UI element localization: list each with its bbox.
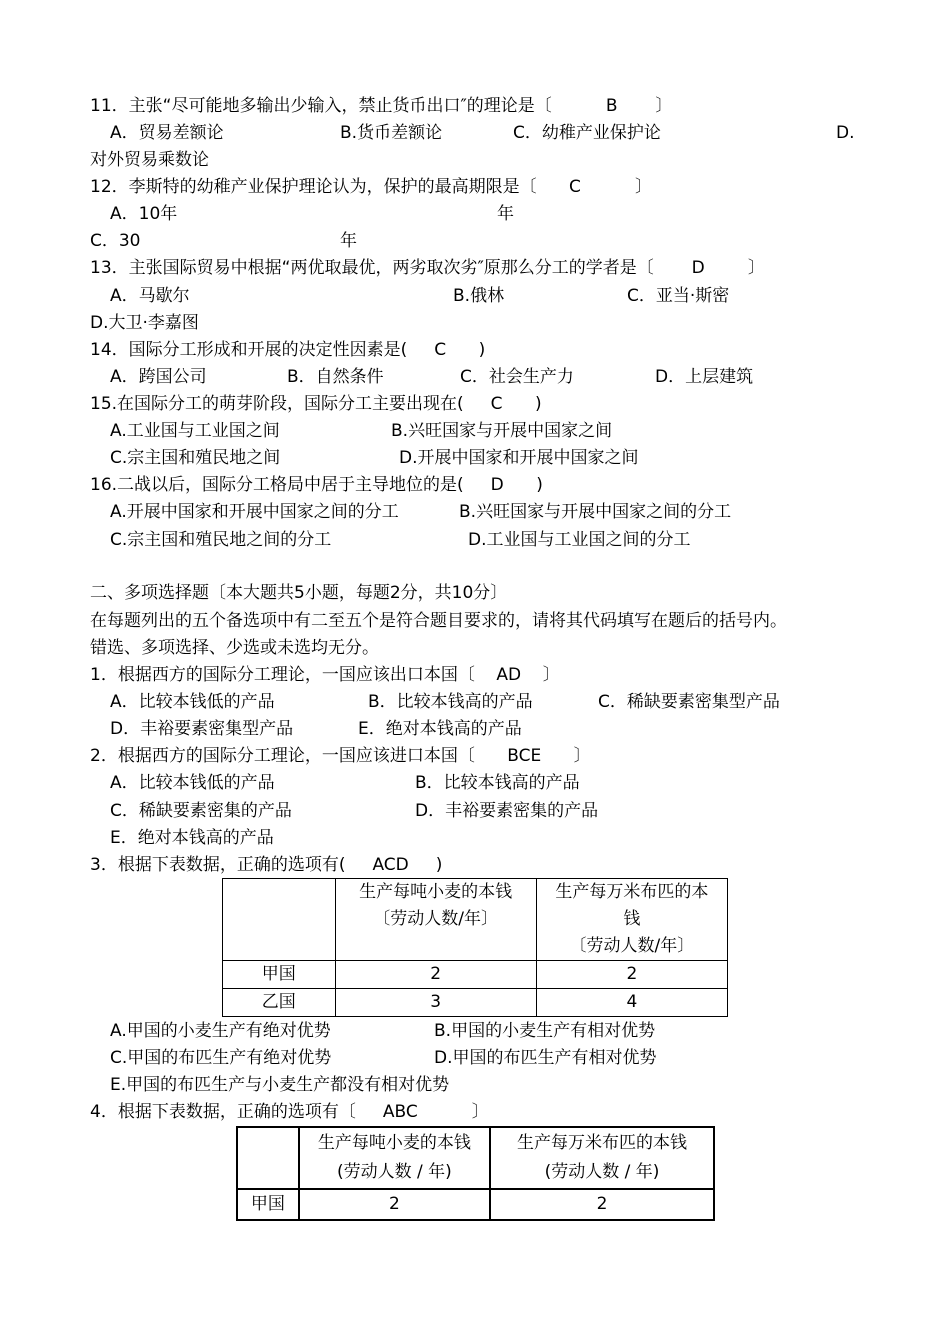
q11-option-a: A．贸易差额论 <box>110 123 224 143</box>
q14-stem: 14．国际分工形成和开展的决定性因素是( C ) <box>90 340 486 360</box>
row-label: 甲国 <box>237 1189 299 1220</box>
m3-option-a: A.甲国的小麦生产有绝对优势 <box>110 1021 331 1041</box>
m3-option-c: C.甲国的布匹生产有绝对优势 <box>110 1048 332 1068</box>
q16-option-a: A.开展中国家和开展中国家之间的分工 <box>110 502 399 522</box>
q16-option-b: B.兴旺国家与开展中国家之间的分工 <box>459 502 732 522</box>
q15-stem: 15.在国际分工的萌芽阶段，国际分工主要出现在( C ) <box>90 394 542 414</box>
m3-stem: 3．根据下表数据，正确的选项有( ACD ) <box>90 855 443 875</box>
q13-option-a: A．马歇尔 <box>110 286 190 306</box>
q11-option-d-label: D. <box>836 123 855 143</box>
q13-stem: 13．主张国际贸易中根据“两优取最优，两劣取次劣″原那么分工的学者是〔 D 〕 <box>90 258 765 278</box>
m3-option-b: B.甲国的小麦生产有相对优势 <box>434 1021 656 1041</box>
cell-cloth: 2 <box>536 961 727 989</box>
cell-wheat: 2 <box>299 1189 490 1220</box>
m1-option-b: B．比较本钱高的产品 <box>368 692 533 712</box>
q11-option-b: B.货币差额论 <box>340 123 443 143</box>
q12-option-b: 年 <box>497 204 514 224</box>
table-row <box>223 961 728 989</box>
q12-option-c: C．30 <box>90 231 141 251</box>
q15-option-c: C.宗主国和殖民地之间 <box>110 448 281 468</box>
q12-option-c-unit: 年 <box>340 231 357 251</box>
q11-option-d-text: 对外贸易乘数论 <box>90 150 209 170</box>
m2-option-d: D．丰裕要素密集的产品 <box>415 801 599 821</box>
m3-col-cloth-header: 生产每万米布匹的本 钱 〔劳动人数/年〕 <box>536 879 727 961</box>
m2-option-c: C．稀缺要素密集的产品 <box>110 801 292 821</box>
m4-data-table <box>236 1126 715 1221</box>
m1-option-c: C．稀缺要素密集型产品 <box>598 692 780 712</box>
m1-option-e: E．绝对本钱高的产品 <box>358 719 522 739</box>
q11-stem: 11．主张“尽可能地多输出少输入，禁止货币出口″的理论是〔 B 〕 <box>90 96 673 116</box>
q12-stem: 12．李斯特的幼稚产业保护理论认为，保护的最高期限是〔 C 〕 <box>90 177 652 197</box>
m3-table-corner <box>223 879 336 961</box>
cell-cloth: 4 <box>536 989 727 1017</box>
m3-option-e: E.甲国的布匹生产与小麦生产都没有相对优势 <box>110 1075 450 1095</box>
q13-option-d: D.大卫·李嘉图 <box>90 313 199 333</box>
q12-option-a: A．10年 <box>110 204 178 224</box>
row-label: 甲国 <box>223 961 336 989</box>
q16-option-d: D.工业国与工业国之间的分工 <box>468 530 691 550</box>
q15-option-b: B.兴旺国家与开展中国家之间 <box>391 421 613 441</box>
m1-option-d: D．丰裕要素密集型产品 <box>110 719 294 739</box>
q13-option-b: B.俄林 <box>453 286 505 306</box>
m4-col-cloth-header: 生产每万米布匹的本钱 (劳动人数 / 年) <box>490 1127 714 1189</box>
m3-col-wheat-header: 生产每吨小麦的本钱 〔劳动人数/年〕 <box>335 879 536 961</box>
section2-instruction-1: 在每题列出的五个备选项中有二至五个是符合题目要求的，请将其代码填写在题后的括号内。 <box>90 611 787 631</box>
m3-data-table <box>222 878 728 1017</box>
q11-option-c: C．幼稚产业保护论 <box>513 123 661 143</box>
cell-wheat: 3 <box>335 989 536 1017</box>
m2-option-e: E．绝对本钱高的产品 <box>110 828 274 848</box>
m4-stem: 4．根据下表数据，正确的选项有〔 ABC 〕 <box>90 1102 489 1122</box>
cell-cloth: 2 <box>490 1189 714 1220</box>
cell-wheat: 2 <box>335 961 536 989</box>
q16-option-c: C.宗主国和殖民地之间的分工 <box>110 530 332 550</box>
q14-option-b: B．自然条件 <box>287 367 384 387</box>
q16-stem: 16.二战以后，国际分工格局中居于主导地位的是( D ) <box>90 475 543 495</box>
q14-option-a: A．跨国公司 <box>110 367 207 387</box>
m2-stem: 2．根据西方的国际分工理论，一国应该进口本国〔 BCE 〕 <box>90 746 591 766</box>
m1-option-a: A．比较本钱低的产品 <box>110 692 275 712</box>
m3-option-d: D.甲国的布匹生产有相对优势 <box>434 1048 657 1068</box>
q14-option-d: D．上层建筑 <box>655 367 754 387</box>
table-row <box>237 1189 714 1220</box>
q14-option-c: C．社会生产力 <box>460 367 574 387</box>
row-label: 乙国 <box>223 989 336 1017</box>
m1-stem: 1．根据西方的国际分工理论，一国应该出口本国〔 AD 〕 <box>90 665 560 685</box>
q15-option-d: D.开展中国家和开展中国家之间 <box>399 448 639 468</box>
q15-option-a: A.工业国与工业国之间 <box>110 421 280 441</box>
table-row <box>223 989 728 1017</box>
m2-option-a: A．比较本钱低的产品 <box>110 773 275 793</box>
m2-option-b: B．比较本钱高的产品 <box>415 773 580 793</box>
section2-instruction-2: 错选、多项选择、少选或未选均无分。 <box>90 638 379 658</box>
q13-option-c: C．亚当·斯密 <box>627 286 730 306</box>
m4-col-wheat-header: 生产每吨小麦的本钱 (劳动人数 / 年) <box>299 1127 490 1189</box>
m4-table-corner <box>237 1127 299 1189</box>
section2-title: 二、多项选择题〔本大题共5小题，每题2分，共10分〕 <box>90 583 508 603</box>
